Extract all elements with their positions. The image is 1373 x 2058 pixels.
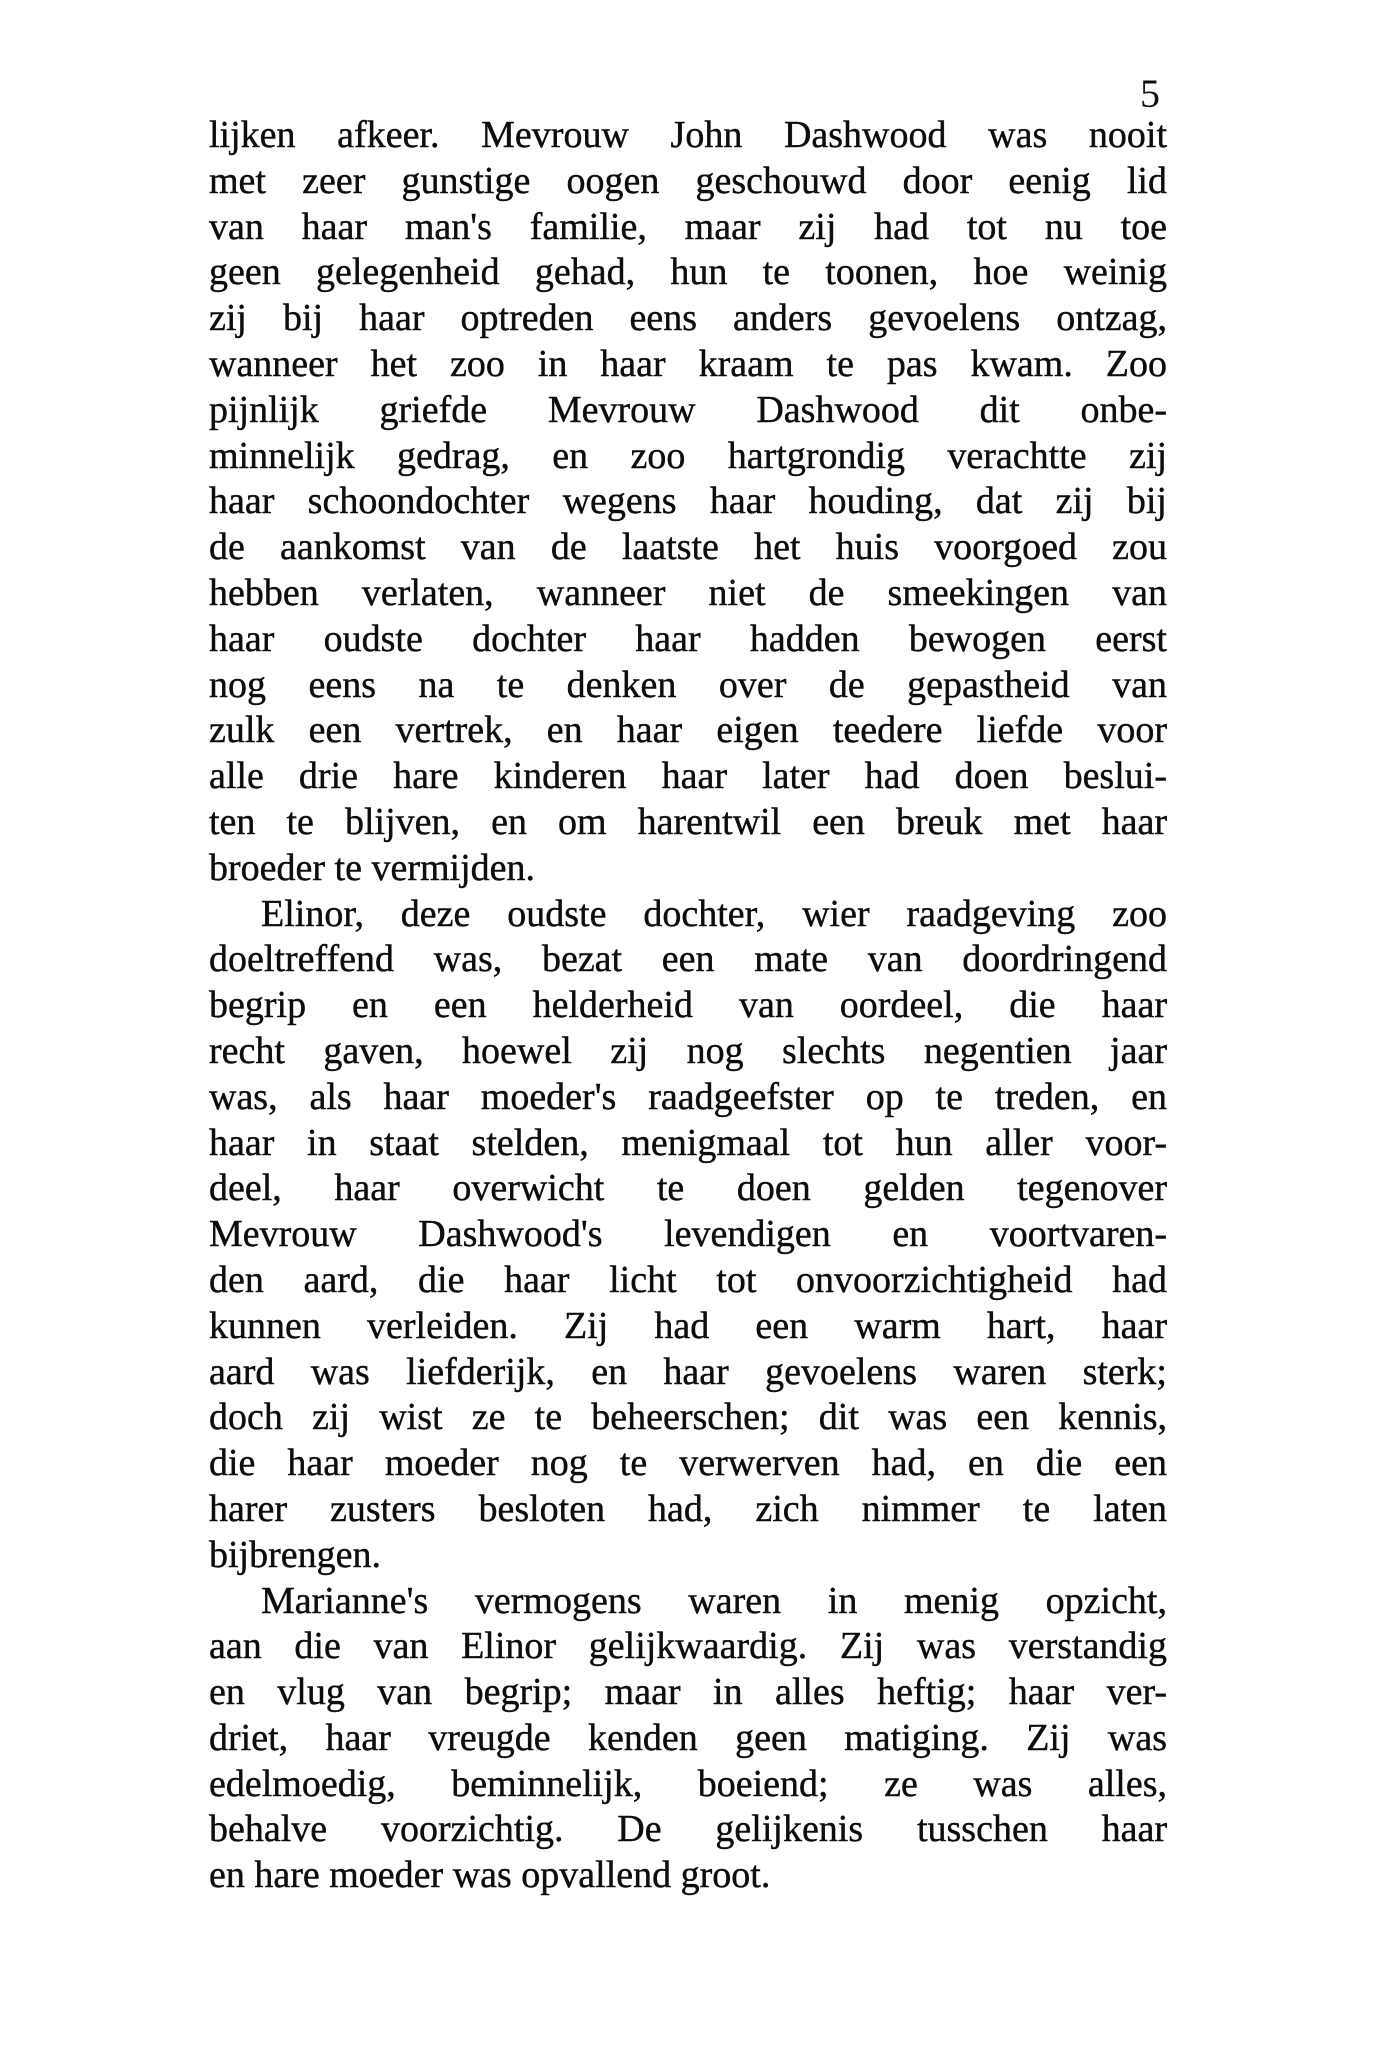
- text-line: ten te blijven, en om harentwil een breuk met haar: [209, 800, 1167, 843]
- text-line: de aankomst van de laatste het huis voorgoed zou: [209, 526, 1167, 569]
- text-line: den aard, die haar licht tot onvoorzichtigheid had: [209, 1258, 1167, 1301]
- page-number: 5: [1140, 71, 1160, 116]
- text-line: aard was liefderijk, en haar gevoelens waren sterk;: [209, 1350, 1167, 1393]
- text-line: haar in staat stelden, menigmaal tot hun aller voor-: [209, 1121, 1167, 1164]
- text-line: deel, haar overwicht te doen gelden tegenover: [209, 1167, 1167, 1210]
- text-line: driet, haar vreugde kenden geen matiging. Zij was: [209, 1716, 1167, 1759]
- text-line: doch zij wist ze te beheerschen; dit was een kennis,: [209, 1396, 1167, 1439]
- text-line: van haar man's familie, maar zij had tot nu toe: [209, 205, 1167, 248]
- text-line: broeder te vermijden.: [209, 846, 536, 889]
- text-line: Marianne's vermogens waren in menig opzicht,: [261, 1579, 1167, 1622]
- text-line: met zeer gunstige oogen geschouwd door eenig lid: [209, 159, 1167, 202]
- text-line: lijken afkeer. Mevrouw John Dashwood was nooit: [209, 114, 1167, 156]
- text-line: was, als haar moeder's raadgeefster op te treden, en: [209, 1075, 1167, 1118]
- text-line: aan die van Elinor gelijkwaardig. Zij was verstandig: [209, 1625, 1167, 1668]
- paragraph: [209, 892, 1167, 1579]
- text-line: recht gaven, hoewel zij nog slechts negentien jaar: [209, 1029, 1167, 1072]
- text-line: minnelijk gedrag, en zoo hartgrondig verachtte zij: [209, 434, 1167, 477]
- text-line: geen gelegenheid gehad, hun te toonen, hoe weinig: [209, 251, 1167, 294]
- text-line: harer zusters besloten had, zich nimmer te laten: [209, 1487, 1167, 1530]
- text-line: bijbrengen.: [209, 1533, 382, 1576]
- text-line: Mevrouw Dashwood's levendigen en voortvaren-: [209, 1213, 1167, 1256]
- body-text: [209, 113, 1167, 1899]
- text-line: hebben verlaten, wanneer niet de smeekingen van: [209, 571, 1167, 614]
- text-line: en vlug van begrip; maar in alles heftig; haar ver-: [209, 1671, 1167, 1714]
- text-line: haar schoondochter wegens haar houding, dat zij bij: [209, 480, 1167, 523]
- text-line: zulk een vertrek, en haar eigen teedere liefde voor: [209, 709, 1167, 752]
- paragraph: [209, 113, 1167, 892]
- text-line: begrip en een helderheid van oordeel, die haar: [209, 984, 1167, 1027]
- text-line: nog eens na te denken over de gepastheid van: [209, 663, 1167, 706]
- text-line: alle drie hare kinderen haar later had doen beslui-: [209, 755, 1167, 798]
- text-line: Elinor, deze oudste dochter, wier raadgeving zoo: [261, 892, 1167, 935]
- text-line: pijnlijk griefde Mevrouw Dashwood dit onbe-: [209, 388, 1167, 431]
- text-line: wanneer het zoo in haar kraam te pas kwam. Zoo: [209, 342, 1167, 385]
- text-line: haar oudste dochter haar hadden bewogen eerst: [209, 617, 1167, 660]
- text-line: edelmoedig, beminnelijk, boeiend; ze was alles,: [209, 1762, 1167, 1805]
- text-line: doeltreffend was, bezat een mate van doordringend: [209, 938, 1167, 981]
- text-line: kunnen verleiden. Zij had een warm hart, haar: [209, 1304, 1167, 1347]
- text-line: behalve voorzichtig. De gelijkenis tusschen haar: [209, 1808, 1167, 1851]
- text-line: en hare moeder was opvallend groot.: [209, 1854, 771, 1897]
- paragraph: [209, 1579, 1167, 1900]
- text-line: die haar moeder nog te verwerven had, en die een: [209, 1442, 1167, 1485]
- text-line: zij bij haar optreden eens anders gevoelens ontzag,: [209, 297, 1167, 340]
